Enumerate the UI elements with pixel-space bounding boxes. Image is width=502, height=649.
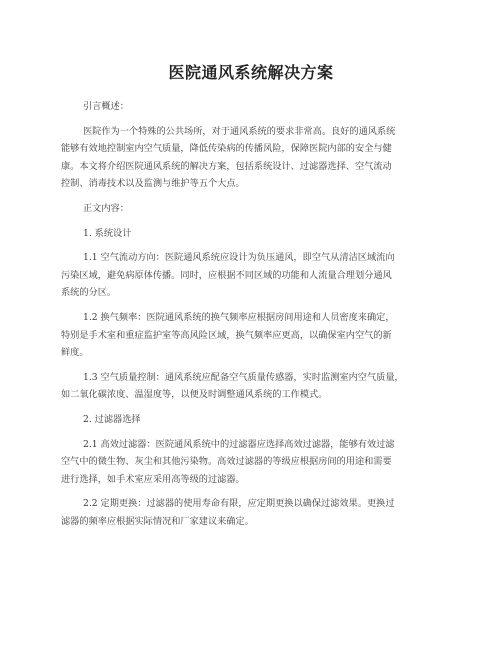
text-line: 进行选择，如手术室应采用高等级的过滤器。: [61, 473, 245, 485]
paragraph-intro-heading: [61, 98, 441, 116]
text-line: 2.1 高效过滤器：医院通风系统中的过滤器应选择高效过滤器，能够有效过滤: [83, 438, 395, 450]
document-body: [61, 98, 441, 537]
text-line: 空气中的微生物、灰尘和其他污染物。高效过滤器的等级应根据房间的用途和需要: [61, 456, 392, 468]
text-line: 2.2 定期更换：过滤器的使用寿命有限，应定期更换以确保过滤效果。更换过: [83, 498, 395, 510]
text-line: 正文内容：: [83, 202, 129, 214]
paragraph-body-heading: [61, 200, 441, 218]
text-line: 康。本文将介绍医院通风系统的解决方案，包括系统设计、过滤器选择、空气流动: [61, 160, 392, 172]
text-line: 滤器的频率应根据实际情况和厂家建议来确定。: [61, 515, 254, 527]
text-line: 特别是手术室和重症监护室等高风险区域，换气频率应更高，以确保室内空气的新: [61, 329, 392, 341]
text-line: 1.1 空气流动方向：医院通风系统应设计为负压通风，即空气从清洁区域流向: [83, 252, 395, 264]
text-line: 1. 系统设计: [83, 227, 132, 239]
paragraph-intro: [61, 123, 441, 193]
section-heading-filter-selection: [61, 411, 441, 429]
section-heading-system-design: [61, 225, 441, 243]
paragraph-1-3: [61, 369, 441, 404]
text-line: 如二氧化碳浓度、温湿度等，以便及时调整通风系统的工作模式。: [61, 389, 328, 401]
text-line: 能够有效地控制室内空气质量，降低传染病的传播风险，保障医院内部的安全与健: [61, 143, 392, 155]
text-line: 1.2 换气频率：医院通风系统的换气频率应根据房间用途和人员密度来确定，: [83, 311, 395, 323]
text-line: 医院作为一个特殊的公共场所，对于通风系统的要求非常高。良好的通风系统: [83, 125, 396, 137]
text-line: 鲜度。: [61, 347, 89, 359]
paragraph-1-1: [61, 249, 441, 302]
text-line: 引言概述：: [83, 101, 129, 112]
text-line: 1.3 空气质量控制：通风系统应配备空气质量传感器，实时监测室内空气质量，: [83, 371, 404, 383]
document-title: 医院通风系统解决方案: [168, 63, 334, 82]
text-line: 控制、消毒技术以及监测与维护等五个大点。: [61, 178, 245, 190]
paragraph-2-2: [61, 495, 441, 530]
paragraph-2-1: [61, 436, 441, 489]
text-line: 2. 过滤器选择: [83, 413, 141, 425]
paragraph-1-2: [61, 309, 441, 362]
text-line: 系统的分区。: [61, 287, 117, 299]
text-line: 污染区域，避免病原体传播。同时，应根据不同区域的功能和人流量合理划分通风: [61, 269, 392, 281]
